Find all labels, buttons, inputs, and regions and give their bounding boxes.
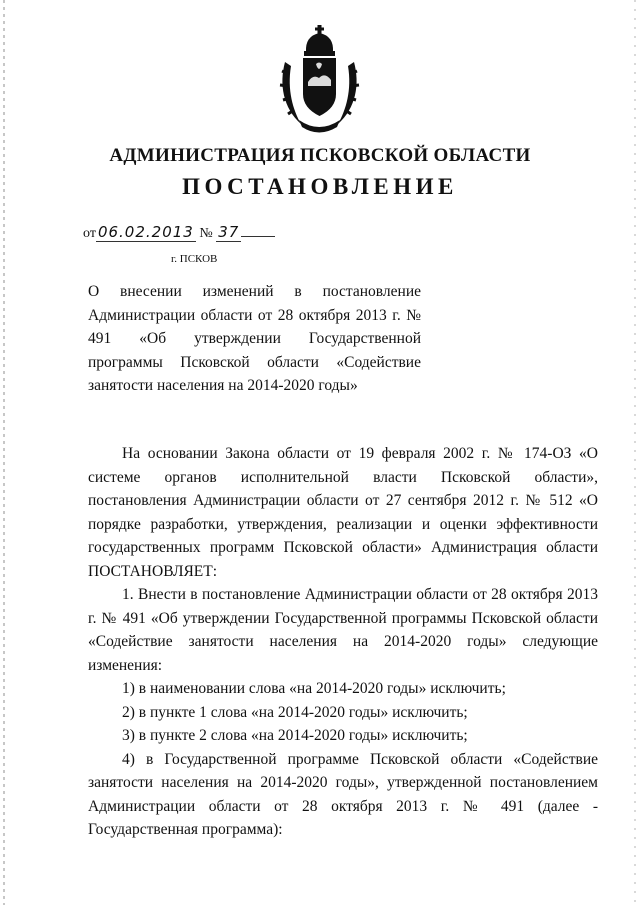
city-label: г. ПСКОВ: [171, 253, 218, 265]
organization-name: АДМИНИСТРАЦИЯ ПСКОВСКОЙ ОБЛАСТИ: [109, 145, 531, 166]
scan-edge-right: [634, 0, 636, 905]
scan-edge-left: [3, 0, 5, 905]
date-prefix: от: [83, 226, 96, 241]
subitem-1: 1) в наименовании слова «на 2014-2020 годы» исключить;: [122, 680, 506, 697]
subitem-3: 3) в пункте 2 слова «на 2014-2020 годы» исключить;: [122, 727, 468, 744]
subitem-2: 2) в пункте 1 слова «на 2014-2020 годы» исключить;: [122, 703, 468, 721]
document-type-title: ПОСТАНОВЛЕНИЕ: [182, 174, 458, 199]
preamble-paragraph: На основании Закона области от 19 февраля 2002 г. № 174-ОЗ «О системе органов исполнительной власти Псковской области», постановления Администрации области от 27 сентября 2012 г. № 512 «О порядке разработки, утверждения, реализации и оценки эффективности государственных программ Псковской области» Администрация области ПОСТАНОВЛЯЕТ:: [88, 445, 598, 580]
number-prefix: №: [199, 226, 213, 241]
handwritten-number: 37: [218, 223, 240, 241]
document-body: [88, 442, 598, 842]
handwritten-date: 06.02.2013: [97, 223, 194, 241]
pskov-coat-of-arms-icon: [277, 24, 362, 134]
item-1-paragraph: 1. Внести в постановление Администрации области от 28 октября 2013 г. № 491 «Об утверждении Государственной программы Псковской области «Содействие занятости населения на 2014-2020 годы» следующие изменения:: [88, 586, 598, 674]
registration-line: [83, 223, 275, 242]
subitem-4: 4) в Государственной программе Псковской области «Содействие занятости населения на 2014-2020 годы», утвержденной постановлением Администрации области от 28 октября 2013 г. № 491 (далее - Государственная программа):: [88, 750, 598, 838]
number-underline: [241, 236, 275, 237]
document-subject: О внесении изменений в постановление Администрации области от 28 октября 2013 г. № 491 «Об утверждении Государственной программы Псковской области «Содействие занятости населения на 2014-2020 годы»: [88, 283, 421, 394]
